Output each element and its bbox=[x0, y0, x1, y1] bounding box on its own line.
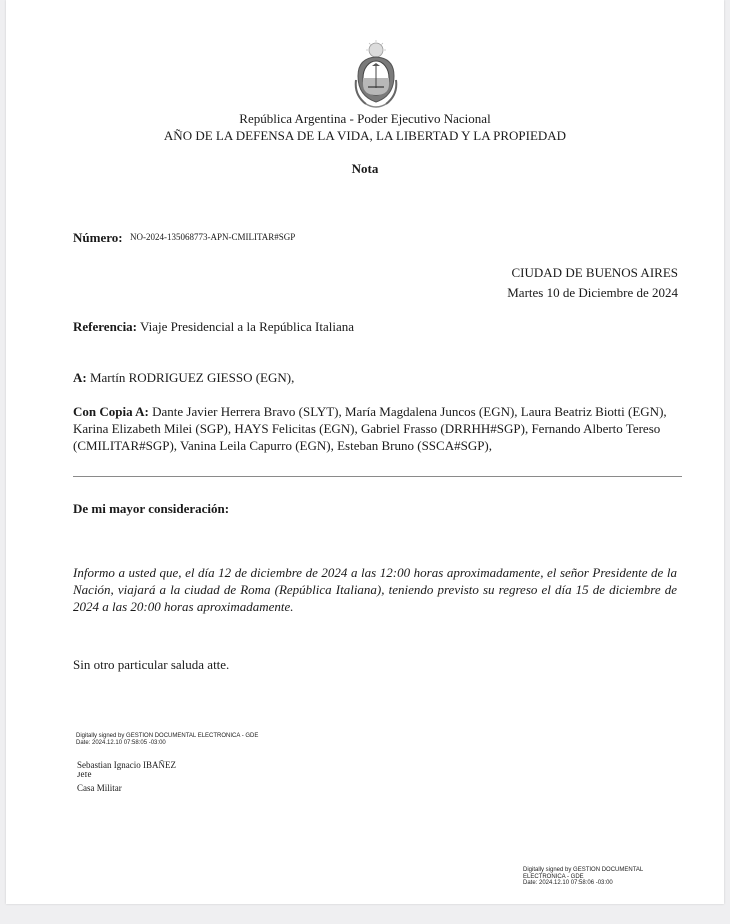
digital-signature-date: Date: 2024.12.10 07:58:05 -03:00 bbox=[76, 739, 166, 746]
greeting: De mi mayor consideración: bbox=[73, 501, 230, 516]
referencia-line bbox=[73, 319, 354, 335]
con-copia-block bbox=[73, 403, 673, 454]
con-copia-value: Dante Javier Herrera Bravo (SLYT), María Magdalena Juncos (EGN), Laura Beatriz Biotti (EGN), Karina Elizabeth Milei (SGP), HAYS Felicitas (EGN), Gabriel Frasso (DRRHH#SGP), Fernando Alberto Tereso (CMILITAR#SGP), Vanina Leila Capurro (EGN), Esteban Bruno (SSCA#SGP), bbox=[73, 404, 667, 453]
government-header: República Argentina - Poder Ejecutivo Nacional bbox=[239, 111, 491, 126]
recipient-line bbox=[73, 370, 294, 386]
footer-signature-line2: ELECTRONICA - GDE bbox=[523, 873, 584, 880]
city: CIUDAD DE BUENOS AIRES bbox=[511, 265, 678, 280]
national-coat-of-arms-icon bbox=[352, 40, 400, 110]
body-paragraph: Informo a usted que, el día 12 de diciembre de 2024 a las 12:00 horas aproximadamente, el señor Presidente de la Nación, viajará a la ciudad de Roma (República Italiana), teniendo previsto su regreso el día 15 de diciembre de 2024 a las 20:00 horas aproximadamente. bbox=[73, 565, 677, 614]
closing-line: Sin otro particular saluda atte. bbox=[73, 657, 230, 672]
signer-role: Jefe bbox=[77, 772, 92, 777]
numero-label: Número: bbox=[73, 230, 123, 245]
signer-office: Casa Militar bbox=[77, 783, 122, 793]
footer-signature-date: Date: 2024.12.10 07:58:06 -03:00 bbox=[523, 880, 613, 886]
footer-signature-line1: Digitally signed by GESTION DOCUMENTAL bbox=[523, 867, 644, 873]
divider bbox=[73, 476, 682, 477]
document-date: Martes 10 de Diciembre de 2024 bbox=[507, 285, 678, 300]
digital-signature-stamp bbox=[76, 733, 258, 746]
recipient-value: Martín RODRIGUEZ GIESSO (EGN), bbox=[89, 370, 295, 385]
digital-signature-line: Digitally signed by GESTION DOCUMENTAL ELECTRONICA - GDE bbox=[76, 733, 259, 739]
referencia-label: Referencia: bbox=[73, 319, 138, 334]
document-type-title: Nota bbox=[351, 161, 379, 176]
numero-value: NO-2024-135068773-APN-CMILITAR#SGP bbox=[130, 232, 296, 242]
con-copia-label: Con Copia A: bbox=[73, 404, 149, 419]
footer-digital-signature bbox=[523, 867, 643, 887]
recipient-label: A: bbox=[73, 370, 87, 385]
signer-name: Sebastian Ignacio IBAÑEZ bbox=[77, 760, 176, 770]
referencia-value: Viaje Presidencial a la República Italiana bbox=[140, 319, 355, 334]
year-motto: AÑO DE LA DEFENSA DE LA VIDA, LA LIBERTAD Y LA PROPIEDAD bbox=[163, 128, 567, 143]
